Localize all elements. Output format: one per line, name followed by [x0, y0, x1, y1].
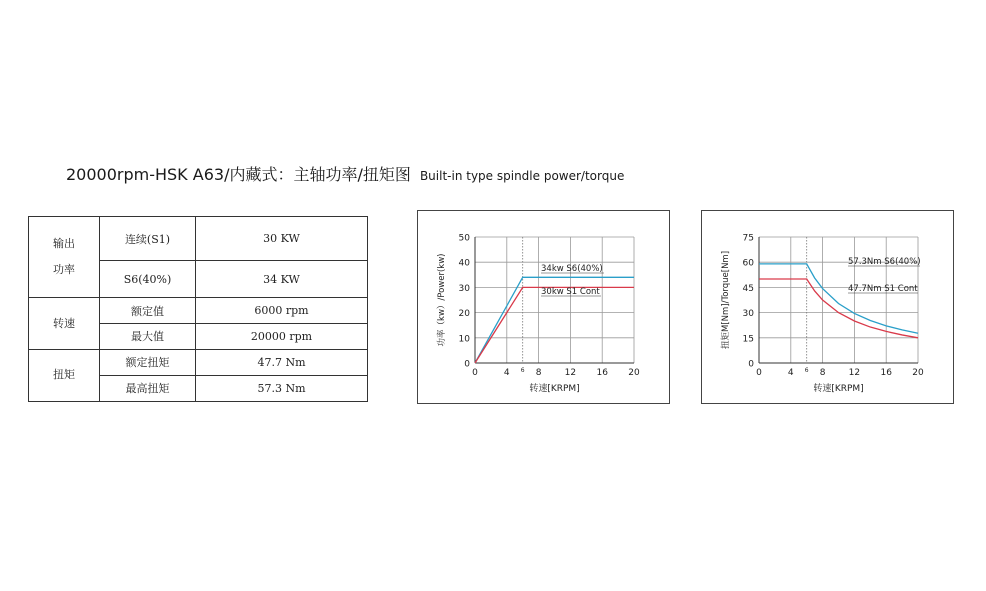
power-marker-label: 6: [520, 367, 525, 374]
table-row: [29, 298, 368, 324]
param-value: 57.3 Nm: [196, 375, 368, 401]
power-y-tick-label: 40: [458, 258, 470, 269]
power-x-axis-label: 转速[KRPM]: [529, 384, 580, 394]
power-y-tick-label: 30: [458, 283, 470, 294]
power-series-label: 30kw S1 Cont: [541, 287, 600, 297]
power-chart-svg: [418, 211, 669, 403]
param-value: 20000 rpm: [196, 324, 368, 350]
group-label: [29, 349, 100, 401]
param-name: S6(40%): [100, 261, 196, 298]
table-row: [29, 217, 368, 261]
spec-table: [28, 216, 368, 402]
torque-y-tick-label: 45: [742, 283, 754, 294]
torque-series-label: 47.7Nm S1 Cont: [848, 284, 918, 294]
group-label-line: 扭矩: [53, 368, 75, 382]
torque-x-tick-label: 12: [848, 368, 861, 378]
group-label-line: 转速: [53, 316, 75, 330]
torque-x-tick-label: 20: [912, 368, 924, 378]
power-x-tick-label: 0: [472, 368, 478, 378]
param-value: 6000 rpm: [196, 298, 368, 324]
power-chart: [417, 210, 670, 404]
torque-chart-svg: [702, 211, 953, 403]
param-value: 34 KW: [196, 261, 368, 298]
power-x-tick-label: 8: [535, 368, 542, 378]
torque-series-label: 57.3Nm S6(40%): [848, 257, 921, 267]
title-main: 20000rpm-HSK A63/内藏式：主轴功率/扭矩图: [66, 165, 411, 184]
param-name: 额定扭矩: [100, 349, 196, 375]
title-sub: Built-in type spindle power/torque: [419, 169, 625, 183]
power-y-tick-label: 0: [464, 359, 470, 370]
param-value: 30 KW: [196, 217, 368, 261]
power-y-tick-label: 50: [458, 233, 470, 244]
torque-x-tick-label: 4: [787, 368, 794, 378]
param-name: 最大值: [100, 324, 196, 350]
power-y-axis-label: 功率（kw）/Power(kw): [437, 253, 447, 347]
torque-marker-label: 6: [804, 367, 809, 374]
torque-y-tick-label: 15: [742, 334, 754, 345]
param-name: 最高扭矩: [100, 375, 196, 401]
group-label-line: 功率: [53, 263, 75, 276]
torque-x-tick-label: 16: [880, 368, 892, 378]
power-x-tick-label: 16: [596, 368, 608, 378]
torque-x-tick-label: 0: [756, 368, 762, 378]
power-series-label: 34kw S6(40%): [541, 264, 603, 274]
torque-x-axis-label: 转速[KRPM]: [813, 384, 864, 394]
torque-series-line: [759, 264, 918, 333]
torque-x-tick-label: 8: [819, 368, 826, 378]
torque-y-tick-label: 60: [742, 258, 754, 269]
torque-chart: [701, 210, 954, 404]
power-x-tick-label: 12: [564, 368, 577, 378]
torque-y-tick-label: 75: [742, 233, 754, 244]
param-name: 连续(S1): [100, 217, 196, 261]
group-label: [29, 217, 100, 298]
group-label-line: 输出: [53, 237, 75, 250]
power-x-tick-label: 20: [628, 368, 640, 378]
power-series-line: [475, 287, 634, 363]
table-row: [29, 349, 368, 375]
power-y-tick-label: 10: [458, 334, 470, 345]
group-label: [29, 298, 100, 350]
power-x-tick-label: 4: [503, 368, 510, 378]
torque-y-axis-label: 扭矩M[Nm]/Torque[Nm]: [721, 250, 731, 350]
param-value: 47.7 Nm: [196, 349, 368, 375]
param-name: 额定值: [100, 298, 196, 324]
torque-y-tick-label: 30: [742, 309, 754, 320]
power-y-tick-label: 20: [458, 309, 470, 320]
page-title: [66, 162, 624, 185]
torque-y-tick-label: 0: [748, 359, 754, 370]
